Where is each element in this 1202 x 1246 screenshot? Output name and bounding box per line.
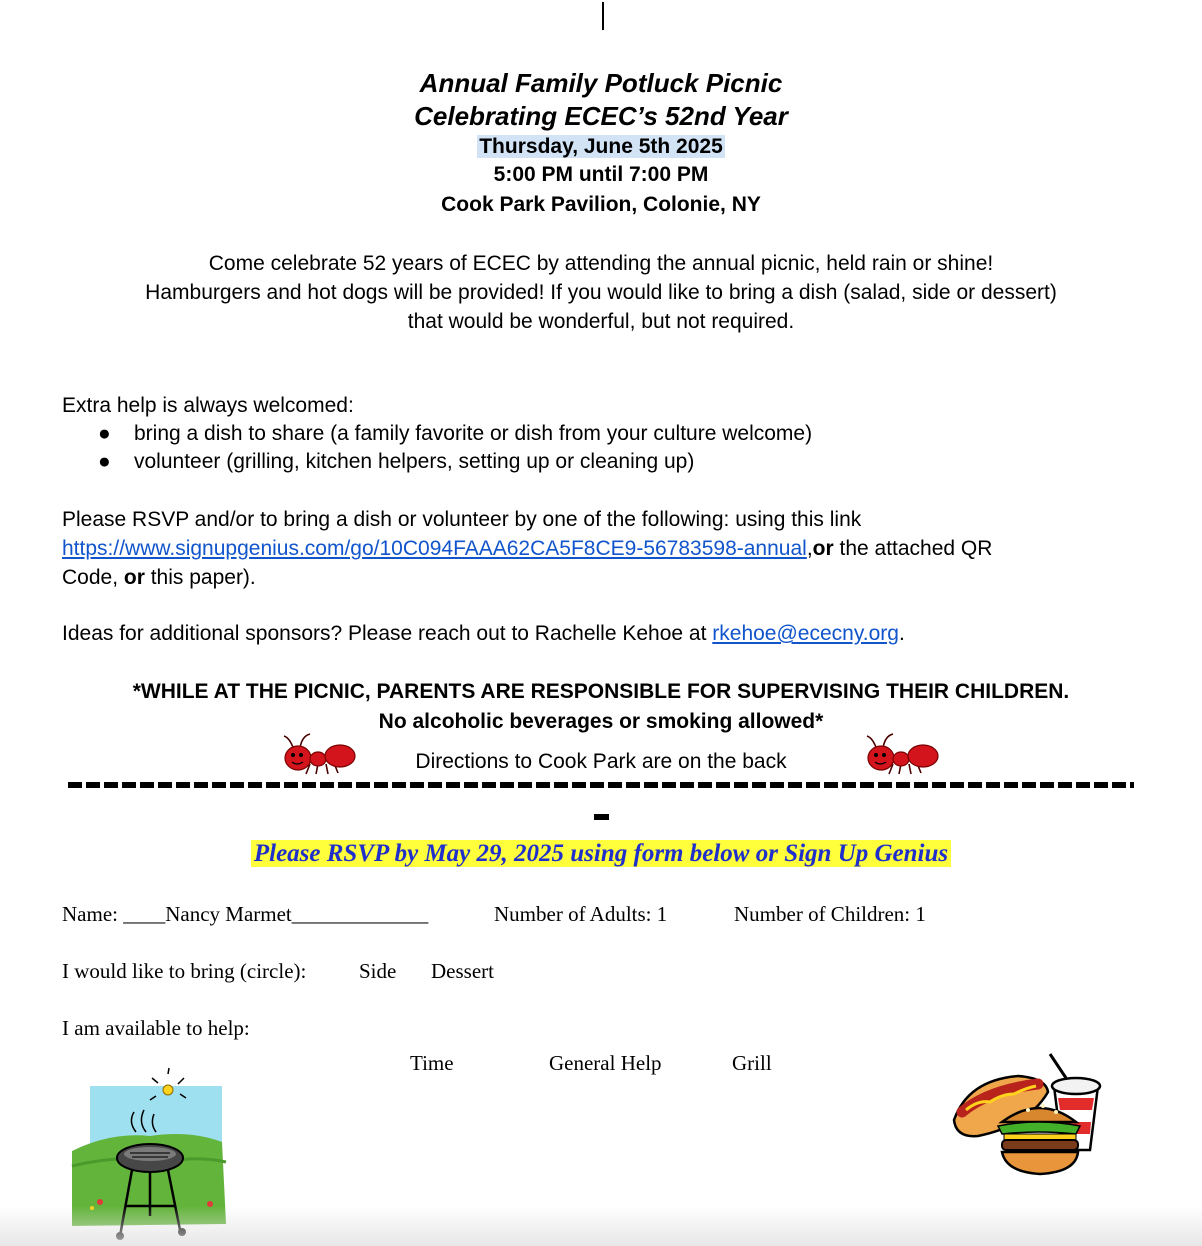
contact-email-link[interactable]: rkehoe@ececny.org bbox=[712, 622, 899, 645]
sponsors-end: . bbox=[898, 622, 905, 645]
rsvp-info-line-1: Please RSVP and/or to bring a dish or volunteer by one of the following: using this link bbox=[62, 508, 862, 531]
rsvp-or-1: or bbox=[812, 537, 834, 560]
warning-line-1: *WHILE AT THE PICNIC, PARENTS ARE RESPONSIBLE FOR SUPERVISING THEIR CHILDREN. bbox=[132, 680, 1070, 703]
supervision-warning bbox=[0, 677, 1202, 737]
warning-line-2: No alcoholic beverages or smoking allowed* bbox=[378, 710, 824, 733]
event-date-highlight: Thursday, June 5th 2025 bbox=[479, 135, 723, 158]
event-location: Cook Park Pavilion, Colonie, NY bbox=[441, 193, 761, 216]
help-heading: Extra help is always welcomed: bbox=[62, 394, 354, 417]
intro-line-2: Hamburgers and hot dogs will be provided! If you would like to bring a dish (salad, side or dessert) bbox=[145, 281, 1057, 304]
cut-line bbox=[68, 779, 1134, 791]
name-label: Name: bbox=[62, 902, 124, 926]
event-date bbox=[0, 135, 1202, 159]
bring-option-dessert: Dessert bbox=[431, 959, 494, 983]
text-cursor bbox=[602, 2, 604, 30]
help-col-time: Time bbox=[410, 1051, 454, 1075]
title-line-1: Annual Family Potluck Picnic bbox=[419, 68, 783, 98]
rsvp-info-qr-text: the attached QR bbox=[833, 537, 993, 560]
hotdog-burger-drink-clipart bbox=[948, 1050, 1108, 1182]
help-item-text: volunteer (grilling, kitchen helpers, setting up or cleaning up) bbox=[134, 450, 695, 473]
help-list-item bbox=[98, 420, 812, 448]
name-value: ____Nancy Marmet_____________ bbox=[123, 902, 429, 926]
help-list-item bbox=[98, 448, 694, 476]
help-col-grill: Grill bbox=[732, 1051, 772, 1075]
rsvp-code-text: Code, bbox=[62, 566, 124, 589]
rsvp-deadline-text: Please RSVP by May 29, 2025 using form below or Sign Up Genius bbox=[251, 840, 951, 867]
sponsors-paragraph bbox=[62, 619, 905, 648]
bring-option-side: Side bbox=[359, 959, 397, 983]
rsvp-deadline bbox=[0, 840, 1202, 868]
name-field bbox=[62, 902, 428, 927]
rsvp-info-line-3 bbox=[62, 563, 992, 592]
bullet-icon: ● bbox=[98, 450, 111, 473]
sponsors-text: Ideas for additional sponsors? Please reach out to Rachelle Kehoe at bbox=[62, 622, 713, 645]
intro-line-3: that would be wonderful, but not required. bbox=[407, 310, 795, 333]
rsvp-comma: , bbox=[806, 537, 813, 560]
cut-line-end bbox=[594, 814, 609, 820]
bullet-icon: ● bbox=[98, 422, 111, 445]
rsvp-paper-text: this paper). bbox=[144, 566, 256, 589]
bring-label: I would like to bring (circle): bbox=[62, 959, 307, 983]
rsvp-info bbox=[62, 505, 992, 592]
help-col-general: General Help bbox=[549, 1051, 662, 1075]
page-bottom-shadow bbox=[0, 1206, 1202, 1246]
intro-paragraph bbox=[0, 249, 1202, 336]
title-line-2: Celebrating ECEC’s 52nd Year bbox=[414, 101, 788, 131]
ant-icon bbox=[863, 730, 943, 780]
adults-count: Number of Adults: 1 bbox=[494, 902, 668, 926]
rsvp-info-line-2 bbox=[62, 534, 992, 563]
rsvp-or-2: or bbox=[123, 566, 145, 589]
children-count: Number of Children: 1 bbox=[734, 902, 926, 926]
help-available-label: I am available to help: bbox=[62, 1016, 250, 1040]
signup-genius-link[interactable]: https://www.signupgenius.com/go/10C094FAAA62CA5F8CE9-56783598-annual bbox=[62, 537, 807, 560]
event-time: 5:00 PM until 7:00 PM bbox=[493, 163, 709, 186]
help-item-text: bring a dish to share (a family favorite or dish from your culture welcome) bbox=[134, 422, 813, 445]
directions-note: Directions to Cook Park are on the back bbox=[415, 750, 787, 773]
intro-line-1: Come celebrate 52 years of ECEC by attending the annual picnic, held rain or shine! bbox=[208, 252, 994, 275]
